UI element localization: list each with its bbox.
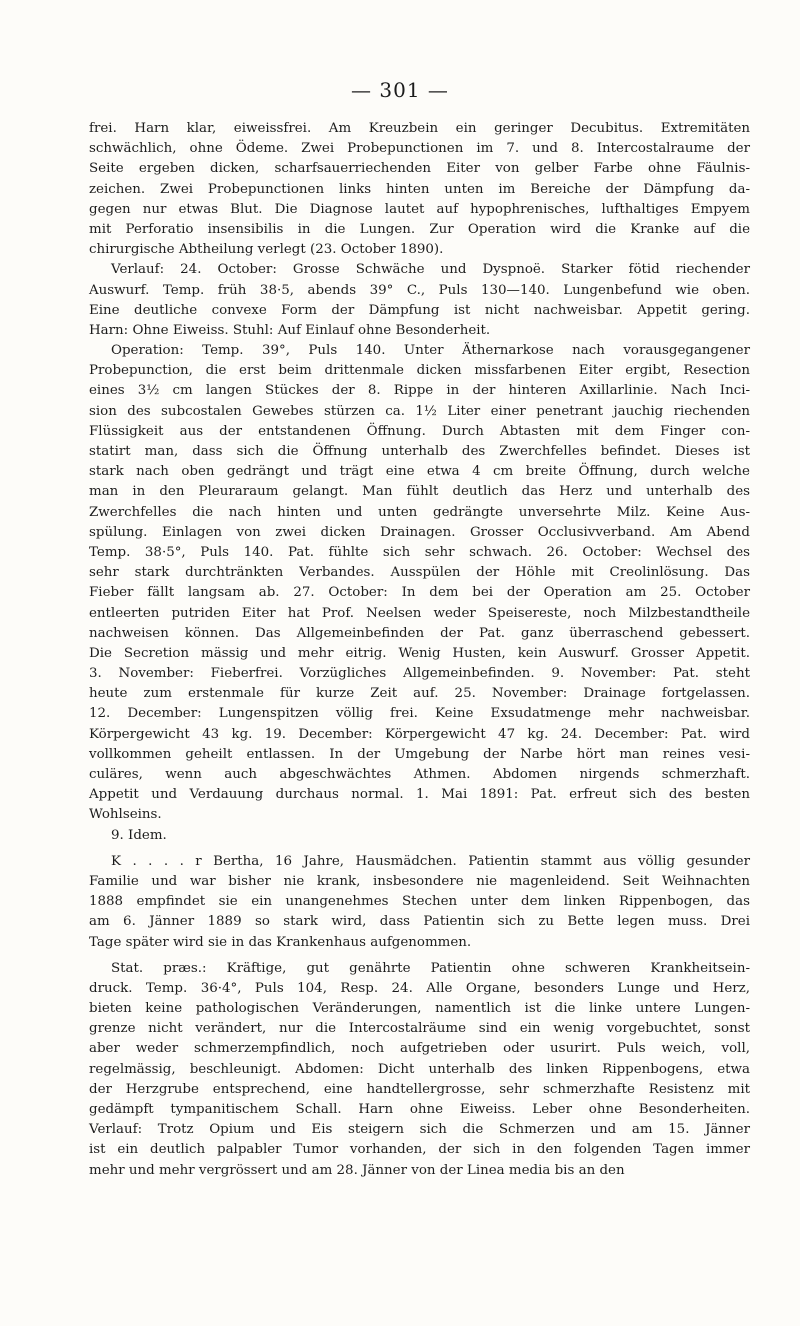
text-line: zeichen. Zwei Probepunctionen links hinten unten im Bereiche der Dämpfung da- [89,181,750,197]
text-line: Fieber fällt langsam ab. 27. October: In dem bei der Operation am 25. October [89,585,750,601]
text-line: der Herzgrube entsprechend, eine handtellergrosse, sehr schmerzhafte Resistenz mit [89,1081,750,1097]
text-line: Verlauf: 24. October: Grosse Schwäche und Dyspnoë. Starker fötid riechender [111,262,750,278]
text-line: Operation: Temp. 39°, Puls 140. Unter Äthernarkose nach vorausgegangener [111,343,750,359]
text-line: Tage später wird sie in das Krankenhaus aufgenommen. [89,934,472,950]
text-line: Familie und war bisher nie krank, insbesondere nie magenleidend. Seit Weihnachten [89,873,750,889]
text-line: Die Secretion mässig und mehr eitrig. Wenig Husten, kein Auswurf. Grosser Appetit. [89,645,750,661]
text-line: Zwerchfelles die nach hinten und unten gedrängte unversehrte Milz. Keine Aus- [89,504,750,520]
text-line: gedämpft tympanitischem Schall. Harn ohne Eiweiss. Leber ohne Besonderheiten. [89,1102,750,1117]
paragraph [89,852,750,953]
text-line: frei. Harn klar, eiweissfrei. Am Kreuzbein ein geringer Decubitus. Extremitäten [89,121,750,136]
text-line: statirt man, dass sich die Öffnung unterhalb des Zwerchfelles befindet. Dieses ist [89,444,750,459]
text-line: chirurgische Abtheilung verlegt (23. October 1890). [89,242,444,258]
body-text [89,119,750,1181]
text-line: Stat. præs.: Kräftige, gut genährte Patientin ohne schweren Krankheitsein- [111,960,750,976]
paragraph [89,260,750,341]
text-line: Verlauf: Trotz Opium und Eis steigern sich die Schmerzen und am 15. Jänner [89,1122,750,1138]
paragraph [89,959,750,1181]
text-line: nachweisen können. Das Allgemeinbefinden der Pat. ganz überraschend gebessert. [89,625,750,641]
text-line: K . . . . r Bertha, 16 Jahre, Hausmädchen. Patientin stammt aus völlig gesunder [111,853,750,869]
text-line: Seite ergeben dicken, scharfsauerriechenden Eiter von gelber Farbe ohne Fäulnis- [89,161,750,177]
text-line: vollkommen geheilt entlassen. In der Umgebung der Narbe hört man reines vesi- [89,746,750,762]
text-line: mehr und mehr vergrössert und am 28. Jänner von der Linea media bis an den [89,1162,625,1178]
text-line: sion des subcostalen Gewebes stürzen ca. 1½ Liter einer penetrant jauchig riechenden [89,403,750,419]
text-line: Flüssigkeit aus der entstandenen Öffnung. Durch Abtasten mit dem Finger con- [89,423,750,439]
text-line: 9. Idem. [111,827,167,843]
text-line: man in den Pleuraraum gelangt. Man fühlt deutlich das Herz und unterhalb des [89,484,750,500]
text-line: bieten keine pathologischen Veränderungen, namentlich ist die linke untere Lungen- [89,1001,750,1017]
text-line: gegen nur etwas Blut. Die Diagnose lautet auf hypophrenisches, lufthaltiges Empyem [89,201,750,217]
text-line: stark nach oben gedrängt und trägt eine etwa 4 cm breite Öffnung, durch welche [89,464,750,480]
text-line: am 6. Jänner 1889 so stark wird, dass Patientin sich zu Bette legen muss. Drei [89,914,750,930]
text-line: ist ein deutlich palpabler Tumor vorhanden, der sich in den folgenden Tagen immer [89,1142,750,1158]
text-line: Harn: Ohne Eiweiss. Stuhl: Auf Einlauf ohne Besonderheit. [89,322,491,338]
text-line: 3. November: Fieberfrei. Vorzügliches Allgemeinbefinden. 9. November: Pat. steht [89,666,750,682]
text-line: Appetit und Verdauung durchaus normal. 1. Mai 1891: Pat. erfreut sich des besten [89,787,750,803]
paragraph [89,341,750,826]
text-line: heute zum erstenmale für kurze Zeit auf. 25. November: Drainage fortgelassen. [89,686,750,702]
text-line: spülung. Einlagen von zwei dicken Drainagen. Grosser Occlusivverband. Am Abend [89,524,750,540]
text-line: sehr stark durchtränkten Verbandes. Ausspülen der Höhle mit Creolinlösung. Das [89,565,750,581]
text-line: druck. Temp. 36·4°, Puls 104, Resp. 24. Alle Organe, besonders Lunge und Herz, [89,980,750,996]
text-line: Körpergewicht 43 kg. 19. December: Körpergewicht 47 kg. 24. December: Pat. wird [89,726,750,742]
text-line: entleerten putriden Eiter hat Prof. Neelsen weder Speisereste, noch Milzbestandtheile [89,605,750,621]
text-line: Probepunction, die erst beim drittenmale dicken missfarbenen Eiter ergibt, Resection [89,363,750,379]
paragraph [89,119,750,260]
text-line: 1888 empfindet sie ein unangenehmes Stechen unter dem linken Rippenbogen, das [89,894,750,910]
page-number-header: — 301 — [351,78,449,102]
text-line: culäres, wenn auch abgeschwächtes Athmen. Abdomen nirgends schmerzhaft. [89,767,750,782]
text-line: 12. December: Lungenspitzen völlig frei. Keine Exsudatmenge mehr nachweisbar. [89,706,750,722]
text-line: Eine deutliche convexe Form der Dämpfung ist nicht nachweisbar. Appetit gering. [89,302,750,318]
text-line: schwächlich, ohne Ödeme. Zwei Probepunctionen im 7. und 8. Intercostalraume der [89,141,750,157]
text-line: aber weder schmerzempfindlich, noch aufgetrieben oder usurirt. Puls weich, voll, [89,1041,750,1057]
text-line: Wohlseins. [89,807,162,823]
text-line: grenze nicht verändert, nur die Intercostalräume sind ein wenig vorgebuchtet, sonst [89,1021,750,1037]
text-line: Temp. 38·5°, Puls 140. Pat. fühlte sich sehr schwach. 26. October: Wechsel des [89,544,750,560]
text-line: mit Perforatio insensibilis in die Lungen. Zur Operation wird die Kranke auf die [89,221,750,237]
text-line: eines 3½ cm langen Stückes der 8. Rippe in der hinteren Axillarlinie. Nach Inci- [89,383,750,399]
text-line: Auswurf. Temp. früh 38·5, abends 39° C., Puls 130—140. Lungenbefund wie oben. [89,282,750,298]
text-line: regelmässig, beschleunigt. Abdomen: Dicht unterhalb des linken Rippenbogens, etwa [89,1061,750,1077]
paragraph [89,826,750,846]
